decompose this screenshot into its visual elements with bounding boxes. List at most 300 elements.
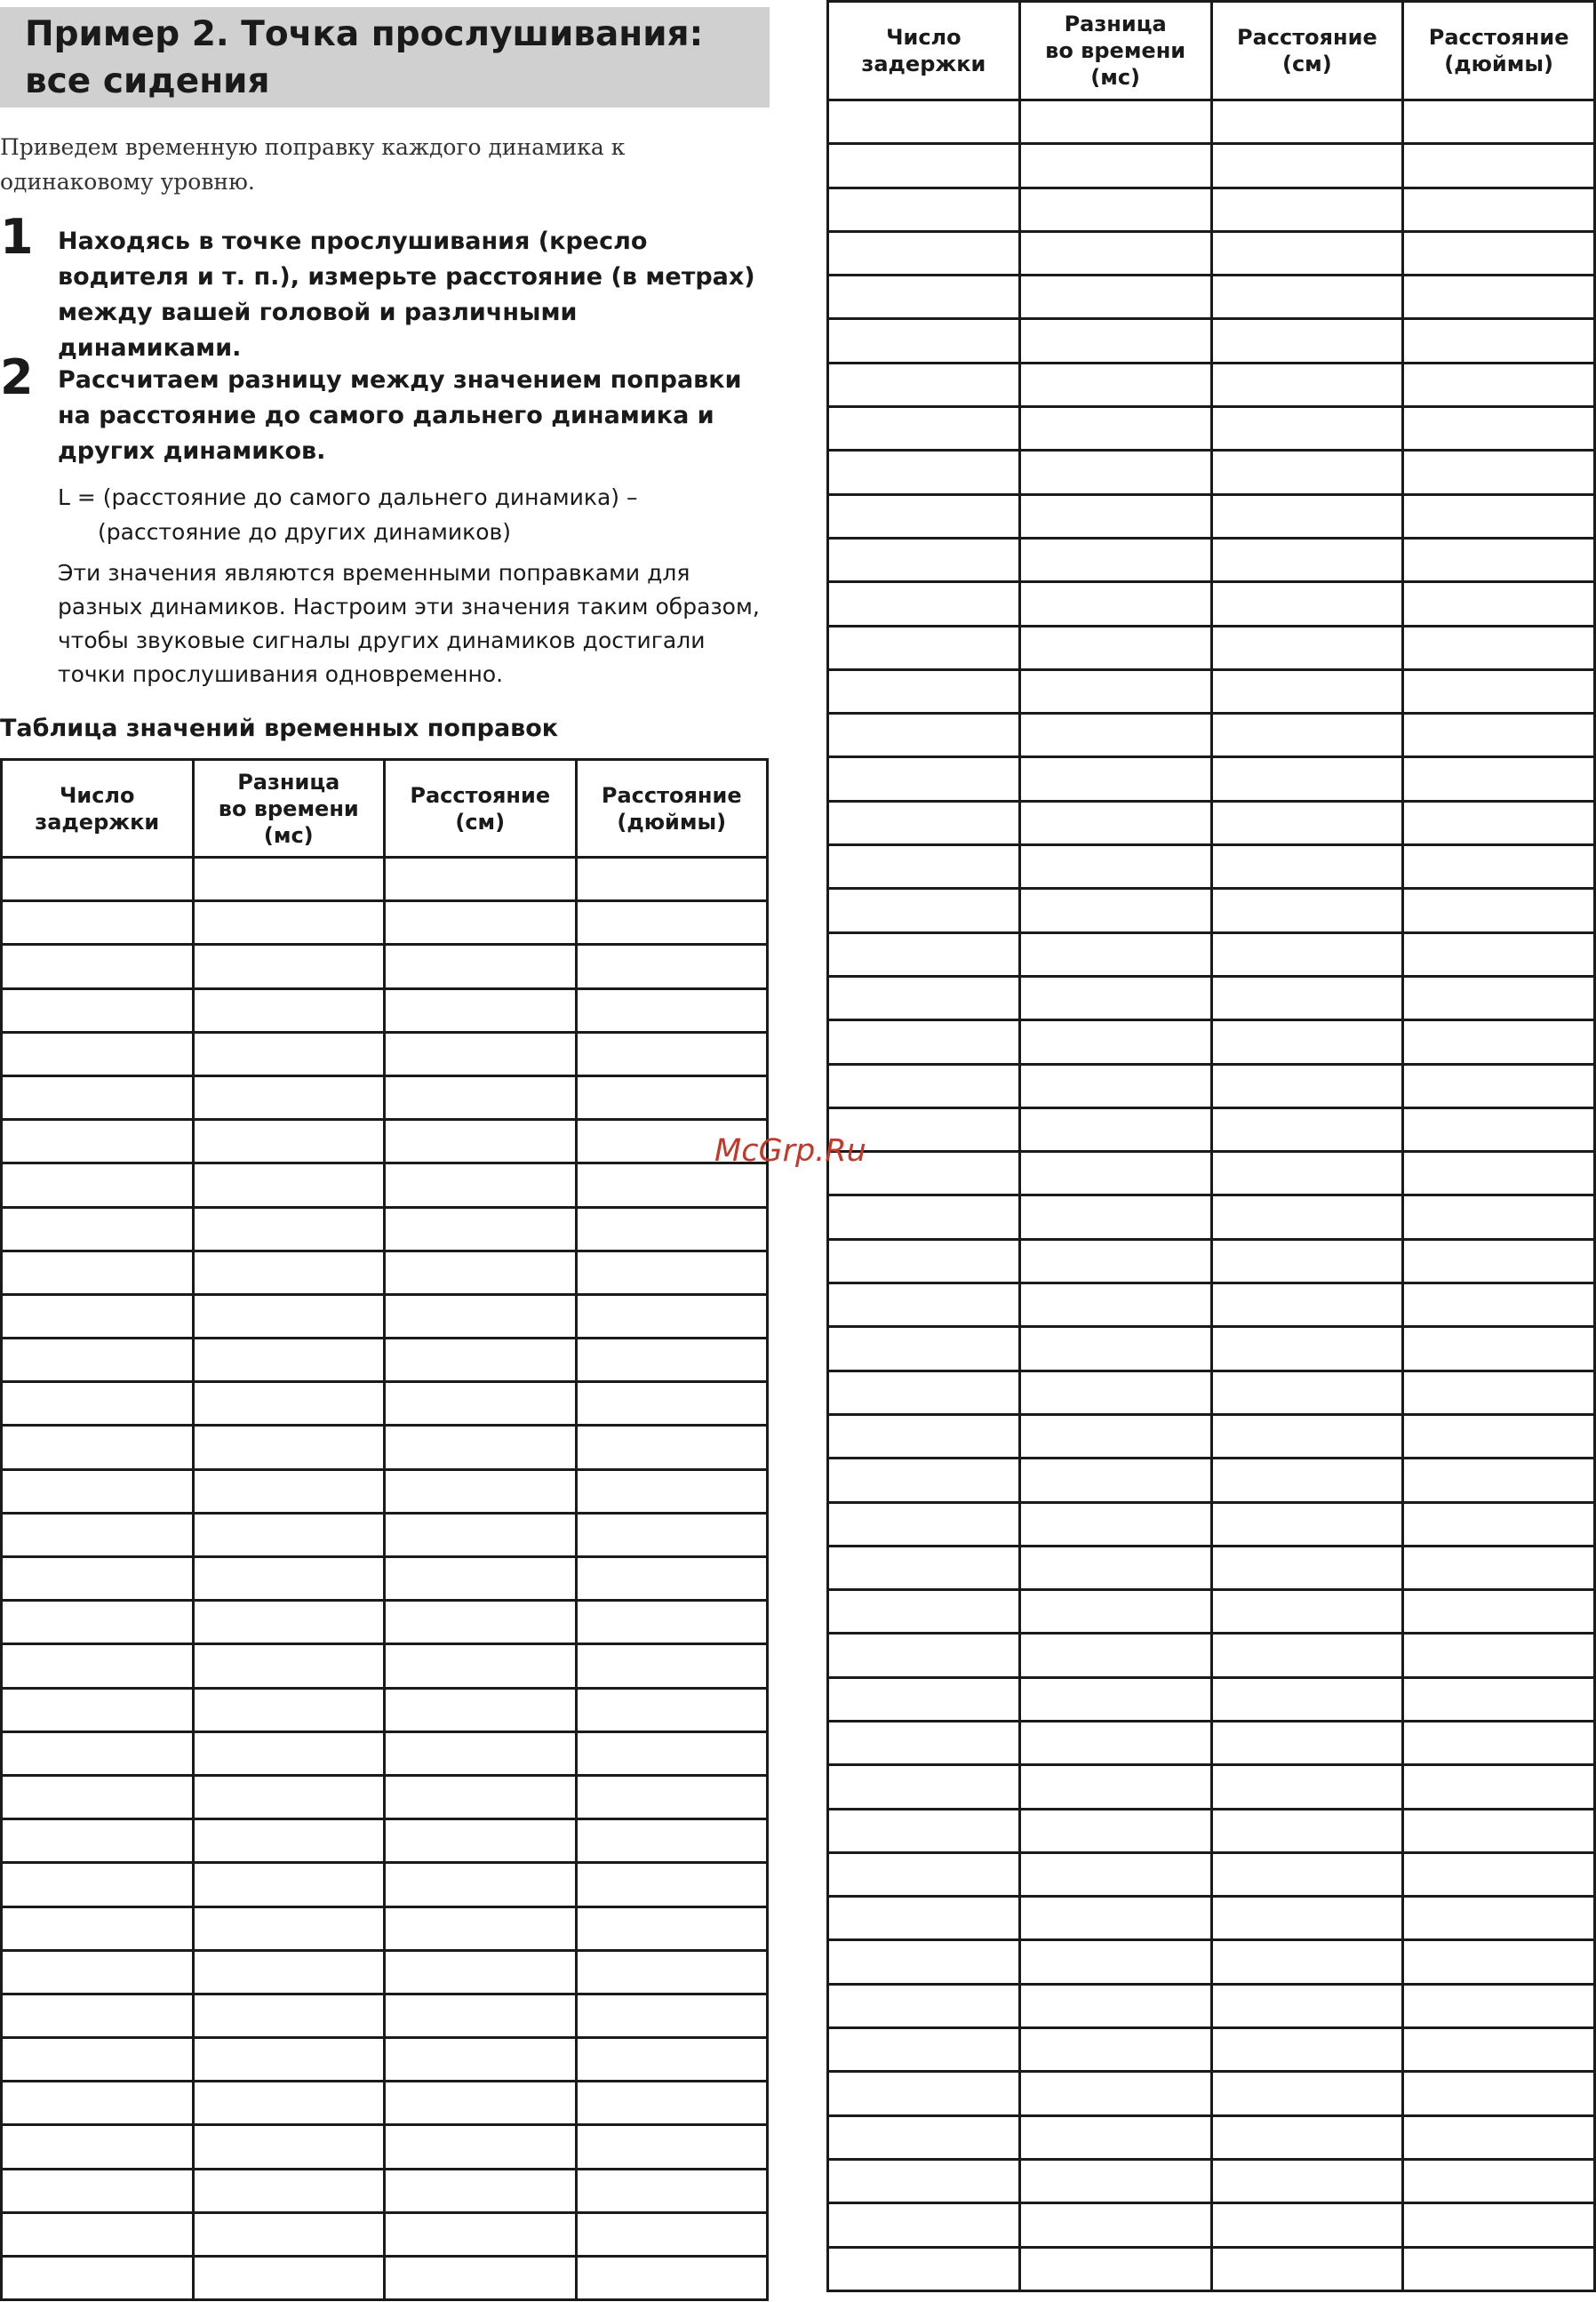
table-cell[interactable] (1019, 932, 1211, 976)
table-cell[interactable] (1403, 1459, 1595, 1502)
table-cell[interactable] (2, 2212, 194, 2256)
table-cell[interactable] (2, 1251, 194, 1294)
table-cell[interactable] (1019, 1107, 1211, 1151)
table-cell[interactable] (576, 1994, 768, 2037)
table-cell[interactable] (828, 1765, 1020, 1809)
table-cell[interactable] (1403, 1852, 1595, 1896)
table-cell[interactable] (1211, 1414, 1403, 1458)
table-cell[interactable] (576, 1731, 768, 1775)
table-cell[interactable] (1403, 626, 1595, 669)
table-cell[interactable] (1403, 1020, 1595, 1064)
table-cell[interactable] (2, 1513, 194, 1556)
table-cell[interactable] (193, 2212, 385, 2256)
table-cell[interactable] (828, 2203, 1020, 2247)
table-cell[interactable] (2, 1863, 194, 1906)
table-cell[interactable] (1211, 1283, 1403, 1327)
table-cell[interactable] (1019, 845, 1211, 889)
table-cell[interactable] (828, 1677, 1020, 1721)
table-cell[interactable] (1403, 1897, 1595, 1940)
table-cell[interactable] (1019, 1677, 1211, 1721)
table-cell[interactable] (576, 1906, 768, 1950)
table-cell[interactable] (2, 1207, 194, 1251)
table-cell[interactable] (1019, 1809, 1211, 1852)
table-cell[interactable] (828, 1239, 1020, 1283)
table-cell[interactable] (828, 188, 1020, 231)
table-cell[interactable] (2, 1688, 194, 1731)
table-cell[interactable] (1019, 2115, 1211, 2159)
table-cell[interactable] (1211, 1940, 1403, 1984)
table-cell[interactable] (828, 1064, 1020, 1107)
table-cell[interactable] (576, 858, 768, 901)
table-cell[interactable] (1211, 2072, 1403, 2115)
table-cell[interactable] (2, 1120, 194, 1163)
table-cell[interactable] (828, 1721, 1020, 1764)
table-cell[interactable] (576, 1251, 768, 1294)
table-cell[interactable] (1019, 1765, 1211, 1809)
table-cell[interactable] (385, 1994, 577, 2037)
table-cell[interactable] (1019, 2247, 1211, 2290)
table-cell[interactable] (1403, 976, 1595, 1019)
table-cell[interactable] (193, 1906, 385, 1950)
table-cell[interactable] (1403, 188, 1595, 231)
table-cell[interactable] (1019, 188, 1211, 231)
table-cell[interactable] (1211, 1152, 1403, 1195)
table-cell[interactable] (1019, 494, 1211, 538)
table-cell[interactable] (193, 988, 385, 1032)
table-cell[interactable] (1019, 1721, 1211, 1764)
table-cell[interactable] (385, 2212, 577, 2256)
table-cell[interactable] (1403, 451, 1595, 494)
table-cell[interactable] (828, 1940, 1020, 1984)
table-cell[interactable] (1211, 1327, 1403, 1371)
table-cell[interactable] (193, 1426, 385, 1469)
table-cell[interactable] (1403, 582, 1595, 626)
table-cell[interactable] (1019, 231, 1211, 275)
table-cell[interactable] (1403, 1765, 1595, 1809)
table-cell[interactable] (828, 889, 1020, 932)
table-cell[interactable] (1019, 1940, 1211, 1984)
table-cell[interactable] (828, 319, 1020, 363)
table-cell[interactable] (1211, 1502, 1403, 1546)
table-cell[interactable] (828, 1371, 1020, 1414)
table-cell[interactable] (385, 1251, 577, 1294)
table-cell[interactable] (576, 2082, 768, 2125)
table-cell[interactable] (828, 144, 1020, 188)
table-cell[interactable] (193, 1075, 385, 1119)
table-cell[interactable] (1403, 1984, 1595, 2027)
table-cell[interactable] (2, 1426, 194, 1469)
table-cell[interactable] (1211, 1064, 1403, 1107)
table-cell[interactable] (1211, 1809, 1403, 1852)
table-cell[interactable] (828, 1546, 1020, 1589)
table-cell[interactable] (1211, 582, 1403, 626)
table-cell[interactable] (1403, 1064, 1595, 1107)
table-cell[interactable] (1019, 889, 1211, 932)
table-cell[interactable] (828, 1459, 1020, 1502)
table-cell[interactable] (1403, 714, 1595, 757)
table-cell[interactable] (1019, 1459, 1211, 1502)
table-cell[interactable] (1211, 1897, 1403, 1940)
table-cell[interactable] (1403, 1414, 1595, 1458)
table-cell[interactable] (2, 945, 194, 988)
table-cell[interactable] (385, 1601, 577, 1644)
table-cell[interactable] (2, 1644, 194, 1688)
table-cell[interactable] (193, 1644, 385, 1688)
table-cell[interactable] (1019, 1590, 1211, 1634)
table-cell[interactable] (828, 2028, 1020, 2072)
table-cell[interactable] (828, 363, 1020, 406)
table-cell[interactable] (576, 1032, 768, 1075)
table-cell[interactable] (2, 2082, 194, 2125)
table-cell[interactable] (1019, 1239, 1211, 1283)
table-cell[interactable] (1403, 1195, 1595, 1239)
table-cell[interactable] (193, 1163, 385, 1207)
table-cell[interactable] (385, 1426, 577, 1469)
table-cell[interactable] (576, 1075, 768, 1119)
table-cell[interactable] (828, 1590, 1020, 1634)
table-cell[interactable] (1403, 276, 1595, 319)
table-cell[interactable] (193, 945, 385, 988)
table-cell[interactable] (828, 1634, 1020, 1677)
table-cell[interactable] (576, 2038, 768, 2082)
table-cell[interactable] (1403, 1634, 1595, 1677)
table-cell[interactable] (1211, 1984, 1403, 2027)
table-cell[interactable] (1211, 1677, 1403, 1721)
table-cell[interactable] (1019, 714, 1211, 757)
table-cell[interactable] (1019, 2072, 1211, 2115)
table-cell[interactable] (828, 1897, 1020, 1940)
table-cell[interactable] (1019, 1327, 1211, 1371)
table-cell[interactable] (1403, 2072, 1595, 2115)
table-cell[interactable] (385, 1819, 577, 1863)
table-cell[interactable] (576, 1819, 768, 1863)
table-cell[interactable] (193, 1120, 385, 1163)
table-cell[interactable] (1211, 451, 1403, 494)
table-cell[interactable] (576, 2169, 768, 2212)
table-cell[interactable] (1211, 2028, 1403, 2072)
table-cell[interactable] (1211, 714, 1403, 757)
table-cell[interactable] (828, 231, 1020, 275)
table-cell[interactable] (385, 1469, 577, 1513)
table-cell[interactable] (1019, 2203, 1211, 2247)
table-cell[interactable] (576, 945, 768, 988)
table-cell[interactable] (828, 2115, 1020, 2159)
table-cell[interactable] (1403, 2028, 1595, 2072)
table-cell[interactable] (193, 901, 385, 945)
table-cell[interactable] (385, 1163, 577, 1207)
table-cell[interactable] (1211, 1765, 1403, 1809)
table-cell[interactable] (576, 1601, 768, 1644)
table-cell[interactable] (1019, 1852, 1211, 1896)
table-cell[interactable] (2, 988, 194, 1032)
table-cell[interactable] (828, 1852, 1020, 1896)
table-cell[interactable] (2, 2257, 194, 2300)
table-cell[interactable] (1211, 626, 1403, 669)
table-cell[interactable] (828, 932, 1020, 976)
table-cell[interactable] (2, 1950, 194, 1994)
table-cell[interactable] (385, 1120, 577, 1163)
table-cell[interactable] (576, 2212, 768, 2256)
table-cell[interactable] (1211, 932, 1403, 976)
table-cell[interactable] (2, 1032, 194, 1075)
table-cell[interactable] (385, 1906, 577, 1950)
table-cell[interactable] (1211, 1239, 1403, 1283)
table-cell[interactable] (2, 858, 194, 901)
table-cell[interactable] (1019, 363, 1211, 406)
table-cell[interactable] (193, 1557, 385, 1601)
table-cell[interactable] (193, 858, 385, 901)
table-cell[interactable] (385, 1644, 577, 1688)
table-cell[interactable] (1019, 1502, 1211, 1546)
table-cell[interactable] (1403, 1283, 1595, 1327)
table-cell[interactable] (1019, 538, 1211, 581)
table-cell[interactable] (1403, 100, 1595, 144)
table-cell[interactable] (1211, 231, 1403, 275)
table-cell[interactable] (385, 2257, 577, 2300)
table-cell[interactable] (1211, 801, 1403, 844)
table-cell[interactable] (385, 1775, 577, 1818)
table-cell[interactable] (385, 945, 577, 988)
table-cell[interactable] (1019, 1064, 1211, 1107)
table-cell[interactable] (193, 1950, 385, 1994)
table-cell[interactable] (1019, 757, 1211, 801)
table-cell[interactable] (1019, 2028, 1211, 2072)
table-cell[interactable] (2, 901, 194, 945)
table-cell[interactable] (576, 1950, 768, 1994)
table-cell[interactable] (1211, 845, 1403, 889)
table-cell[interactable] (1019, 407, 1211, 451)
table-cell[interactable] (385, 2082, 577, 2125)
table-cell[interactable] (1211, 494, 1403, 538)
table-cell[interactable] (576, 2125, 768, 2169)
table-cell[interactable] (576, 1775, 768, 1818)
table-cell[interactable] (193, 1513, 385, 1556)
table-cell[interactable] (1019, 1546, 1211, 1589)
table-cell[interactable] (1211, 1371, 1403, 1414)
table-cell[interactable] (1211, 144, 1403, 188)
table-cell[interactable] (1403, 845, 1595, 889)
table-cell[interactable] (2, 1075, 194, 1119)
table-cell[interactable] (1211, 1852, 1403, 1896)
table-cell[interactable] (1211, 100, 1403, 144)
table-cell[interactable] (1403, 319, 1595, 363)
table-cell[interactable] (1019, 801, 1211, 844)
table-cell[interactable] (193, 1032, 385, 1075)
table-cell[interactable] (2, 1163, 194, 1207)
table-cell[interactable] (828, 100, 1020, 144)
table-cell[interactable] (2, 1906, 194, 1950)
table-cell[interactable] (576, 1863, 768, 1906)
table-cell[interactable] (2, 1294, 194, 1338)
table-cell[interactable] (1403, 801, 1595, 844)
table-cell[interactable] (1019, 276, 1211, 319)
table-cell[interactable] (828, 1809, 1020, 1852)
table-cell[interactable] (193, 1382, 385, 1426)
table-cell[interactable] (1211, 1107, 1403, 1151)
table-cell[interactable] (1403, 1677, 1595, 1721)
table-cell[interactable] (828, 494, 1020, 538)
table-cell[interactable] (828, 538, 1020, 581)
table-cell[interactable] (1211, 538, 1403, 581)
table-cell[interactable] (385, 2169, 577, 2212)
table-cell[interactable] (576, 1644, 768, 1688)
table-cell[interactable] (1211, 1721, 1403, 1764)
table-cell[interactable] (2, 1382, 194, 1426)
table-cell[interactable] (1403, 2115, 1595, 2159)
table-cell[interactable] (828, 1984, 1020, 2027)
table-cell[interactable] (1019, 976, 1211, 1019)
table-cell[interactable] (1403, 494, 1595, 538)
table-cell[interactable] (1211, 1634, 1403, 1677)
table-cell[interactable] (1211, 1546, 1403, 1589)
table-cell[interactable] (2, 1994, 194, 2037)
table-cell[interactable] (193, 1731, 385, 1775)
table-cell[interactable] (193, 2257, 385, 2300)
table-cell[interactable] (1211, 2247, 1403, 2290)
table-cell[interactable] (1403, 1809, 1595, 1852)
table-cell[interactable] (828, 801, 1020, 844)
table-cell[interactable] (1403, 2159, 1595, 2202)
table-cell[interactable] (193, 1339, 385, 1382)
table-cell[interactable] (828, 757, 1020, 801)
table-cell[interactable] (1211, 889, 1403, 932)
table-cell[interactable] (2, 2169, 194, 2212)
table-cell[interactable] (2, 1339, 194, 1382)
table-cell[interactable] (1211, 1459, 1403, 1502)
table-cell[interactable] (1403, 1152, 1595, 1195)
table-cell[interactable] (385, 1557, 577, 1601)
table-cell[interactable] (1019, 1634, 1211, 1677)
table-cell[interactable] (193, 2169, 385, 2212)
table-cell[interactable] (193, 1819, 385, 1863)
table-cell[interactable] (1403, 1721, 1595, 1764)
table-cell[interactable] (828, 1020, 1020, 1064)
table-cell[interactable] (828, 1195, 1020, 1239)
table-cell[interactable] (1403, 1239, 1595, 1283)
table-cell[interactable] (385, 1075, 577, 1119)
table-cell[interactable] (385, 1032, 577, 1075)
table-cell[interactable] (2, 2038, 194, 2082)
table-cell[interactable] (1403, 1107, 1595, 1151)
table-cell[interactable] (1019, 1195, 1211, 1239)
table-cell[interactable] (828, 976, 1020, 1019)
table-cell[interactable] (1019, 1984, 1211, 2027)
table-cell[interactable] (1019, 1283, 1211, 1327)
table-cell[interactable] (828, 714, 1020, 757)
table-cell[interactable] (1403, 144, 1595, 188)
table-cell[interactable] (1211, 363, 1403, 406)
table-cell[interactable] (1211, 669, 1403, 713)
table-cell[interactable] (828, 845, 1020, 889)
table-cell[interactable] (1403, 2203, 1595, 2247)
table-cell[interactable] (1019, 1414, 1211, 1458)
table-cell[interactable] (2, 1469, 194, 1513)
table-cell[interactable] (1019, 582, 1211, 626)
table-cell[interactable] (1403, 1327, 1595, 1371)
table-cell[interactable] (1403, 1590, 1595, 1634)
table-cell[interactable] (576, 1469, 768, 1513)
table-cell[interactable] (1403, 889, 1595, 932)
table-cell[interactable] (1403, 1546, 1595, 1589)
table-cell[interactable] (828, 1502, 1020, 1546)
table-cell[interactable] (1211, 407, 1403, 451)
table-cell[interactable] (828, 1327, 1020, 1371)
table-cell[interactable] (1211, 1590, 1403, 1634)
table-cell[interactable] (1211, 2115, 1403, 2159)
table-cell[interactable] (828, 1283, 1020, 1327)
table-cell[interactable] (193, 1994, 385, 2037)
table-cell[interactable] (828, 1414, 1020, 1458)
table-cell[interactable] (385, 2038, 577, 2082)
table-cell[interactable] (576, 1688, 768, 1731)
table-cell[interactable] (576, 901, 768, 945)
table-cell[interactable] (828, 2072, 1020, 2115)
table-cell[interactable] (193, 2038, 385, 2082)
table-cell[interactable] (1211, 2159, 1403, 2202)
table-cell[interactable] (385, 988, 577, 1032)
table-cell[interactable] (828, 276, 1020, 319)
table-cell[interactable] (1403, 407, 1595, 451)
table-cell[interactable] (1211, 319, 1403, 363)
table-cell[interactable] (1019, 626, 1211, 669)
table-cell[interactable] (1211, 976, 1403, 1019)
table-cell[interactable] (1403, 538, 1595, 581)
table-cell[interactable] (576, 1426, 768, 1469)
table-cell[interactable] (193, 1251, 385, 1294)
table-cell[interactable] (385, 1731, 577, 1775)
table-cell[interactable] (385, 901, 577, 945)
table-cell[interactable] (1019, 144, 1211, 188)
table-cell[interactable] (828, 2247, 1020, 2290)
table-cell[interactable] (828, 669, 1020, 713)
table-cell[interactable] (1211, 1020, 1403, 1064)
table-cell[interactable] (1211, 276, 1403, 319)
table-cell[interactable] (1403, 231, 1595, 275)
table-cell[interactable] (828, 2159, 1020, 2202)
table-cell[interactable] (193, 1775, 385, 1818)
table-cell[interactable] (1403, 1502, 1595, 1546)
table-cell[interactable] (385, 1688, 577, 1731)
table-cell[interactable] (1403, 1371, 1595, 1414)
table-cell[interactable] (1019, 451, 1211, 494)
table-cell[interactable] (828, 626, 1020, 669)
table-cell[interactable] (385, 1950, 577, 1994)
table-cell[interactable] (1403, 2247, 1595, 2290)
table-cell[interactable] (193, 1469, 385, 1513)
table-cell[interactable] (1019, 100, 1211, 144)
table-cell[interactable] (576, 1382, 768, 1426)
table-cell[interactable] (1211, 2203, 1403, 2247)
table-cell[interactable] (1211, 1195, 1403, 1239)
table-cell[interactable] (828, 582, 1020, 626)
table-cell[interactable] (385, 858, 577, 901)
table-cell[interactable] (1019, 2159, 1211, 2202)
table-cell[interactable] (1211, 757, 1403, 801)
table-cell[interactable] (2, 1731, 194, 1775)
table-cell[interactable] (2, 1557, 194, 1601)
table-cell[interactable] (2, 1819, 194, 1863)
table-cell[interactable] (193, 2082, 385, 2125)
table-cell[interactable] (576, 2257, 768, 2300)
table-cell[interactable] (1019, 1371, 1211, 1414)
table-cell[interactable] (193, 1294, 385, 1338)
table-cell[interactable] (193, 2125, 385, 2169)
table-cell[interactable] (576, 1339, 768, 1382)
table-cell[interactable] (2, 1601, 194, 1644)
table-cell[interactable] (385, 1294, 577, 1338)
table-cell[interactable] (1211, 188, 1403, 231)
table-cell[interactable] (576, 1207, 768, 1251)
